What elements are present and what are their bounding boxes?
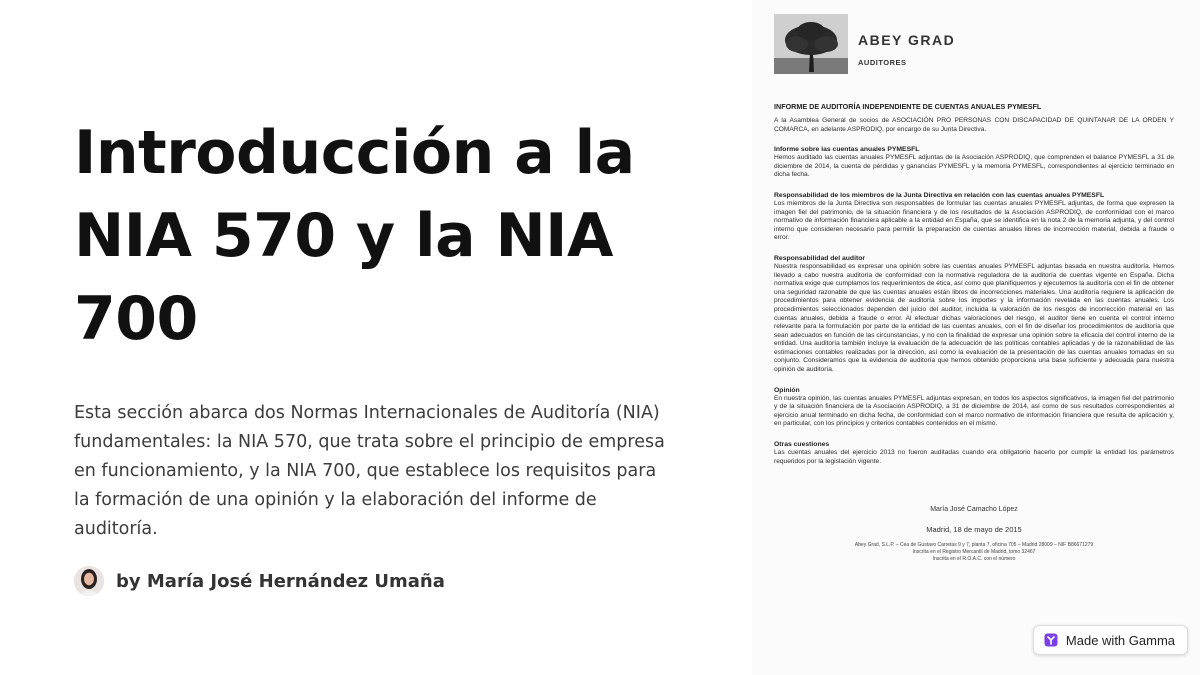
badge-label: Made with Gamma — [1065, 632, 1175, 648]
report-heading: INFORME DE AUDITORÍA INDEPENDIENTE DE CUENTAS ANUALES PYMESFL — [774, 102, 1042, 111]
section-title: Responsabilidad de los miembros de la Junta Directiva en relación con las cuentas anuales PYMESFL — [774, 191, 1105, 199]
section-text: Las cuentas anuales del ejercicio 2013 no fueron auditadas cuando era obligatorio hacerlo por cumplir la entidad los parámetros requeridos por la legislación vigente. — [774, 449, 1174, 465]
section-text: Los miembros de la Junta Directiva son responsables de formular las cuentas anuales PYMESFL adjuntas, de forma que expresen la imagen fiel del patrimonio, de la situación financiera y de los resultados de la Asociación ASPRODIQ, de conformidad con el marco normativo de información financiera aplicable a la entidad en España, que se identifica en la nota 2 de la memoria adjunta, y del control interno que consideren necesario para permitir la preparación de cuentas anuales libres de incorrección material, debida a fraude o error. — [774, 199, 1174, 242]
text-column — [74, 112, 694, 596]
footer-line: Inscrita en el Registro Mercantil de Madrid, tomo 32467 — [912, 549, 1036, 556]
author-row — [74, 566, 694, 596]
signatory-name: María José Camacho López — [930, 506, 1018, 514]
slide-title: Introducción a la NIA 570 y la NIA 700 — [74, 118, 635, 354]
audit-report-page — [774, 14, 1174, 563]
made-with-gamma-badge[interactable] — [1033, 625, 1188, 655]
section-text: Hemos auditado las cuentas anuales PYMESFL adjuntas de la Asociación ASPRODIQ, que comprenden el balance PYMESFL a 31 de diciembre de 2014, la cuenta de pérdidas y ganancias PYMESFL y la memoria PYMESFL, correspondientes al ejercicio terminado en dicha fecha. — [774, 154, 1174, 179]
gamma-logo-icon — [1044, 633, 1058, 647]
section-title: Informe sobre las cuentas anuales PYMESFL — [774, 146, 920, 154]
section-title: Otras cuestiones — [774, 441, 830, 449]
firm-name: ABEY GRAD — [858, 32, 956, 48]
footer-line: Abey Grad, S.L.P. – Cea de Gustavo Carretas 9 y 7, planta 7, oficina 705 – Madrid 28009 – NIF B86671279 — [854, 542, 1094, 549]
footer-line: Inscrita en el R.O.A.C. con el número — [932, 556, 1016, 563]
slide-description: Esta sección abarca dos Normas Internacionales de Auditoría (NIA) fundamentales: la NIA 570, que trata sobre el principio de empresa en funcionamiento, y la NIA 700, que establece los requisitos para la formación de una opinión y la elaboración del informe de auditoría. — [74, 403, 665, 539]
section-text: En nuestra opinión, las cuentas anuales PYMESFL adjuntas expresan, en todos los aspectos significativos, la imagen fiel del patrimonio y de la situación financiera de la Asociación ASPRODIQ, a 31 de diciembre de 2014, así como de sus resultados correspondientes al ejercicio anual terminado en dicha fecha, de conformidad con el marco normativo de información financiera que resulta de aplicación y, en particular, con los principios y criterios contables contenidos en el mismo. — [774, 394, 1174, 428]
place-date: Madrid, 18 de mayo de 2015 — [926, 525, 1022, 535]
author-byline: by María José Hernández Umaña — [116, 570, 445, 592]
avatar-photo-icon — [74, 566, 104, 596]
tree-logo-icon — [774, 14, 848, 74]
report-footer — [774, 542, 1174, 563]
firm-identity — [858, 14, 955, 67]
firm-subtitle: AUDITORES — [858, 58, 907, 67]
report-intro: A la Asamblea General de socios de ASOCIACIÓN PRO PERSONAS CON DISCAPACIDAD DE QUINTANAR DE LA ORDEN Y COMARCA, en adelante ASPRODIQ, por encargo de su Junta Directiva. — [774, 117, 1174, 133]
section-title: Responsabilidad del auditor — [774, 254, 866, 262]
firm-header — [774, 14, 1174, 74]
author-avatar — [74, 566, 104, 596]
section-title: Opinión — [774, 386, 800, 394]
audit-report-image — [752, 0, 1200, 675]
section-text: Nuestra responsabilidad es expresar una opinión sobre las cuentas anuales PYMESFL adjuntas basada en nuestra auditoría. Hemos llevado a cabo nuestra auditoría de conformidad con la normativa reguladora de la auditoría de cuentas vigente en España. Dicha normativa exige que cumplamos los requerimientos de ética, así como que planifiquemos y ejecutemos la auditoría con el fin de obtener una seguridad razonable de que las cuentas anuales están libres de incorrecciones materiales. Una auditoría requiere la aplicación de procedimientos para obtener evidencia de auditoría sobre los importes y la información revelada en las cuentas anuales. Los procedimientos seleccionados dependen del juicio del auditor, incluida la valoración de los riesgos de incorrección material en las cuentas anuales, debida a fraude o error. Al efectuar dichas valoraciones del riesgo, el auditor tiene en cuenta el control interno relevante para la formulación por parte de la entidad de las cuentas anuales, con el fin de diseñar los procedimientos de auditoría que sean adecuados en función de las circunstancias, y no con la finalidad de expresar una opinión sobre la eficacia del control interno de la entidad. Una auditoría también incluye la evaluación de la adecuación de las políticas contables aplicadas y de la razonabilidad de las estimaciones contables realizadas por la dirección, así como la evaluación de la presentación de las cuentas anuales tomadas en su conjunto. Consideramos que la evidencia de auditoría que hemos obtenido proporciona una base suficiente y adecuada para nuestra opinión de auditoría. — [774, 262, 1174, 374]
